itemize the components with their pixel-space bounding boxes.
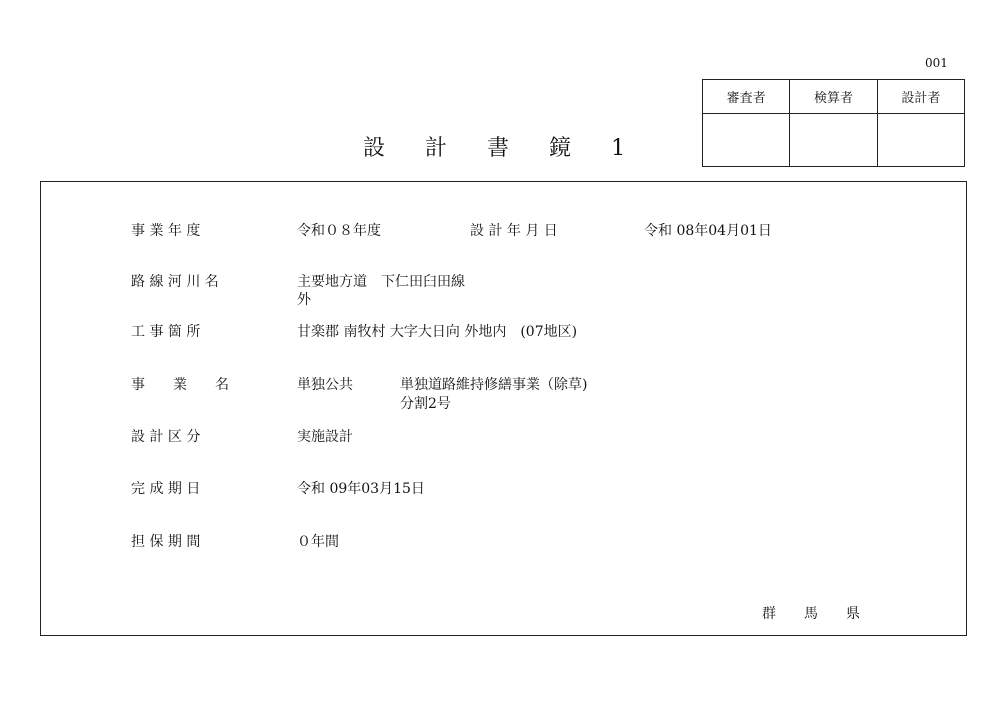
project-name: 単独道路維持修繕事業（除草): [400, 377, 588, 393]
approval-header: 審査者: [703, 80, 789, 114]
approval-header: 検算者: [790, 80, 876, 114]
title-char: 書: [487, 136, 510, 161]
approval-column-designer: [878, 80, 964, 166]
location-label: 工 事 箇 所: [131, 324, 201, 340]
title-char: 計: [425, 136, 448, 161]
warranty-value: ０年間: [297, 534, 339, 550]
fiscal-year-value: 令和０８年度: [297, 223, 381, 239]
route-value-2: 外: [297, 292, 311, 308]
design-class-value: 実施設計: [297, 429, 353, 445]
approval-column-checker: [790, 80, 877, 166]
approval-column-reviewer: [703, 80, 790, 166]
stamp-cell: [703, 114, 789, 166]
route-label: 路 線 河 川 名: [131, 274, 219, 290]
design-date-value: 令和 08年04月01日: [644, 223, 772, 239]
fiscal-year-label: 事 業 年 度: [131, 223, 201, 239]
approval-stamp-table: [702, 79, 965, 167]
title-char: 鏡: [549, 136, 572, 161]
prefecture-name: 群 馬 県: [762, 606, 860, 622]
project-label: 事 業 名: [131, 377, 229, 393]
completion-label: 完 成 期 日: [131, 481, 201, 497]
page-number: 001: [925, 56, 948, 70]
project-name-2: 分割2号: [400, 396, 451, 412]
warranty-label: 担 保 期 間: [131, 534, 201, 550]
stamp-cell: [878, 114, 964, 166]
location-value: 甘楽郡 南牧村 大字大日向 外地内 (07地区): [297, 324, 578, 340]
project-type: 単独公共: [297, 377, 353, 393]
design-class-label: 設 計 区 分: [131, 429, 201, 445]
title-char: 1: [611, 136, 626, 161]
title-char: 設: [363, 136, 386, 161]
stamp-cell: [790, 114, 876, 166]
completion-value: 令和 09年03月15日: [297, 481, 425, 497]
page-title: [363, 131, 665, 162]
document-frame: [40, 181, 967, 636]
design-date-label: 設 計 年 月 日: [470, 223, 558, 239]
approval-header: 設計者: [878, 80, 964, 114]
route-value: 主要地方道 下仁田臼田線: [297, 274, 465, 290]
